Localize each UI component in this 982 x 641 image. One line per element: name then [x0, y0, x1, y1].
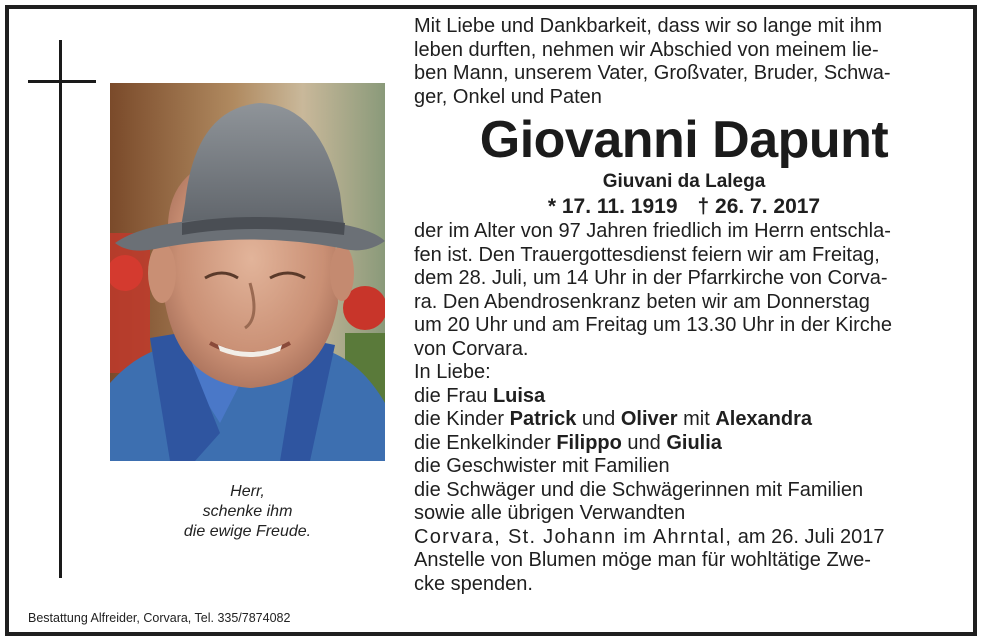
intro-line: ben Mann, unserem Vater, Großvater, Bruder, Schwa-	[414, 62, 891, 84]
mourner-grandchildren: die Enkelkinder Filippo und Giulia	[414, 431, 722, 454]
place-date	[414, 526, 954, 550]
cross-icon	[59, 40, 62, 578]
grandchild-name: Filippo	[556, 431, 622, 454]
date: am 26. Juli 2017	[732, 525, 885, 548]
motto-line: schenke ihm	[202, 503, 293, 520]
body-line: der im Alter von 97 Jahren friedlich im Herrn entschla-	[414, 220, 891, 242]
closing-line: Anstelle von Blumen möge man für wohltätige Zwe-	[414, 549, 871, 571]
body-line: von Corvara.	[414, 337, 529, 360]
birth-date: * 17. 11. 1919	[547, 195, 678, 218]
motto-line: Herr,	[230, 483, 265, 500]
grandchild-name: Giulia	[666, 431, 722, 454]
mourner-siblings: die Geschwister mit Familien	[414, 455, 670, 477]
place: Corvara, St. Johann im Ahrntal,	[414, 525, 733, 548]
mourner-children: die Kinder Patrick und Oliver mit Alexandra	[414, 408, 813, 430]
mourner-wife: die Frau Luisa	[414, 384, 546, 407]
child-name: Patrick	[509, 408, 577, 430]
motto-line: die ewige Freude.	[183, 523, 312, 540]
body-line: fen ist. Den Trauergottesdienst feiern wir am Freitag,	[414, 243, 880, 266]
mourner-inlaws: die Schwäger und die Schwägerinnen mit Familien	[414, 478, 864, 501]
wife-name: Luisa	[492, 384, 546, 407]
deceased-name: Giovanni Dapunt	[479, 111, 889, 169]
obituary-text	[414, 15, 954, 596]
intro-line: leben durften, nehmen wir Abschied von meinem lie-	[414, 38, 879, 61]
motto	[150, 482, 345, 542]
portrait-photo	[110, 83, 385, 461]
death-date: † 26. 7. 2017	[697, 195, 821, 218]
funeral-home-contact: Bestattung Alfreider, Corvara, Tel. 335/7874082	[28, 611, 291, 625]
mourner-relatives: sowie alle übrigen Verwandten	[414, 502, 686, 524]
body-line: dem 28. Juli, um 14 Uhr in der Pfarrkirche von Corva-	[414, 267, 888, 289]
body-line: um 20 Uhr und am Freitag um 13.30 Uhr in der Kirche	[414, 314, 892, 336]
partner-name: Alexandra	[715, 408, 813, 430]
closing-line: cke spenden.	[414, 572, 533, 595]
body-line: ra. Den Abendrosenkranz beten wir am Donnerstag	[414, 290, 870, 313]
deceased-nickname: Giuvani da Lalega	[602, 171, 766, 192]
intro-line: ger, Onkel und Paten	[414, 85, 602, 108]
cross-icon-bar	[28, 80, 96, 83]
mourners-heading: In Liebe:	[414, 361, 491, 383]
life-dates	[414, 194, 954, 220]
intro-line: Mit Liebe und Dankbarkeit, dass wir so lange mit ihm	[414, 15, 882, 37]
child-name: Oliver	[620, 408, 678, 430]
